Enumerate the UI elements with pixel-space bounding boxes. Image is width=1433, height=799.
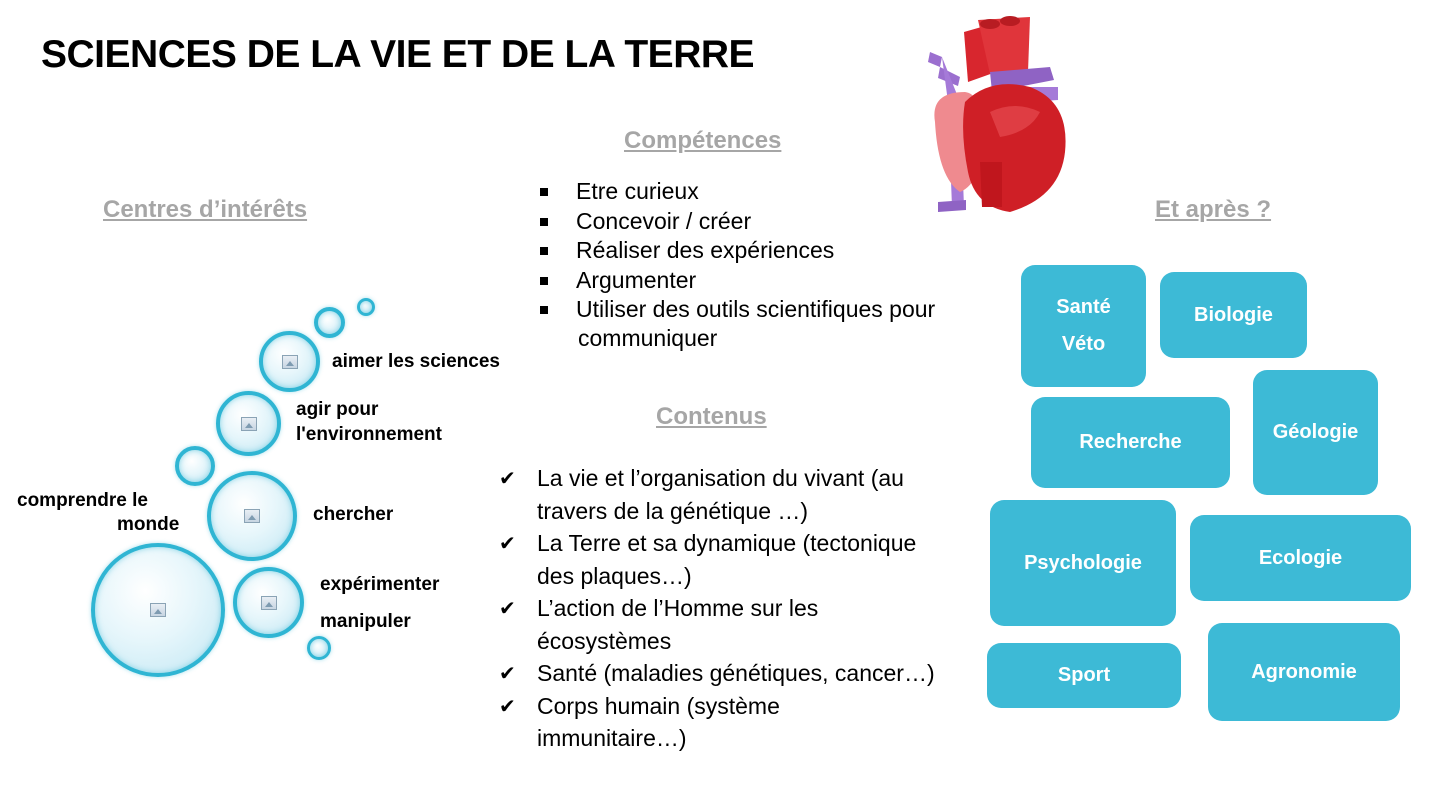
box-geologie: Géologie — [1253, 370, 1378, 495]
contenus-heading: Contenus — [656, 403, 767, 430]
bubble-small-a — [175, 446, 215, 486]
image-placeholder-icon — [241, 417, 257, 431]
box-ecologie: Ecologie — [1190, 515, 1411, 601]
list-item-line: écosystèmes — [537, 627, 672, 654]
competences-list — [536, 177, 996, 325]
image-placeholder-icon — [244, 509, 260, 523]
competences-continuation: communiquer — [578, 325, 718, 351]
box-label: Santé — [1056, 296, 1111, 318]
label-chercher: chercher — [313, 504, 394, 525]
bubble-small-b — [314, 307, 345, 338]
list-item-line: La vie et l’organisation du vivant (au — [537, 465, 904, 491]
label-monde: monde — [117, 514, 180, 535]
apres-heading: Et après ? — [1155, 196, 1272, 223]
bubble-chercher — [207, 471, 297, 561]
bubble-large — [91, 543, 225, 677]
list-item-line: L’action de l’Homme sur les — [537, 595, 819, 621]
list-item: Concevoir / créer — [536, 207, 996, 237]
label-aimer-sciences: aimer les sciences — [332, 351, 500, 372]
list-item — [497, 657, 977, 690]
image-placeholder-icon — [261, 596, 277, 610]
box-sante-veto — [1021, 265, 1146, 387]
list-item — [497, 592, 977, 657]
bubble-experimenter — [233, 567, 304, 638]
bubble-environnement — [216, 391, 281, 456]
bubble-small-c — [357, 298, 375, 316]
list-item — [497, 462, 977, 527]
list-item-line: Corps humain (système — [537, 692, 780, 719]
contenus-list — [497, 462, 977, 755]
list-item-line: La Terre et sa dynamique (tectonique — [537, 530, 917, 556]
page-title: SCIENCES DE LA VIE ET DE LA TERRE — [41, 33, 755, 76]
image-placeholder-icon — [282, 355, 298, 369]
list-item — [497, 690, 977, 755]
box-sport: Sport — [987, 643, 1181, 708]
list-item: Réaliser des expériences — [536, 236, 996, 266]
box-psychologie: Psychologie — [990, 500, 1176, 626]
box-agronomie: Agronomie — [1208, 623, 1400, 721]
label-agir-pour: agir pour — [296, 399, 379, 420]
box-recherche: Recherche — [1031, 397, 1230, 488]
interets-heading: Centres d’intérêts — [103, 196, 308, 223]
list-item: Utiliser des outils scientifiques pour — [536, 295, 996, 325]
list-item-line: immunitaire…) — [537, 725, 687, 751]
image-placeholder-icon — [150, 603, 166, 617]
label-comprendre: comprendre le — [17, 490, 148, 511]
box-biologie: Biologie — [1160, 272, 1307, 358]
list-item-line: travers de la génétique …) — [537, 497, 809, 524]
list-item: Etre curieux — [536, 177, 996, 207]
competences-heading: Compétences — [624, 127, 782, 154]
list-item-line: des plaques…) — [537, 562, 692, 589]
list-item-line: Santé (maladies génétiques, cancer…) — [537, 660, 935, 686]
bubble-small-d — [307, 636, 331, 660]
bubble-sciences — [259, 331, 320, 392]
label-environnement: l'environnement — [296, 424, 442, 445]
list-item: Argumenter — [536, 266, 996, 296]
label-experimenter: expérimenter — [320, 574, 440, 595]
list-item — [497, 527, 977, 592]
label-manipuler: manipuler — [320, 611, 411, 632]
box-label: Véto — [1061, 333, 1106, 355]
